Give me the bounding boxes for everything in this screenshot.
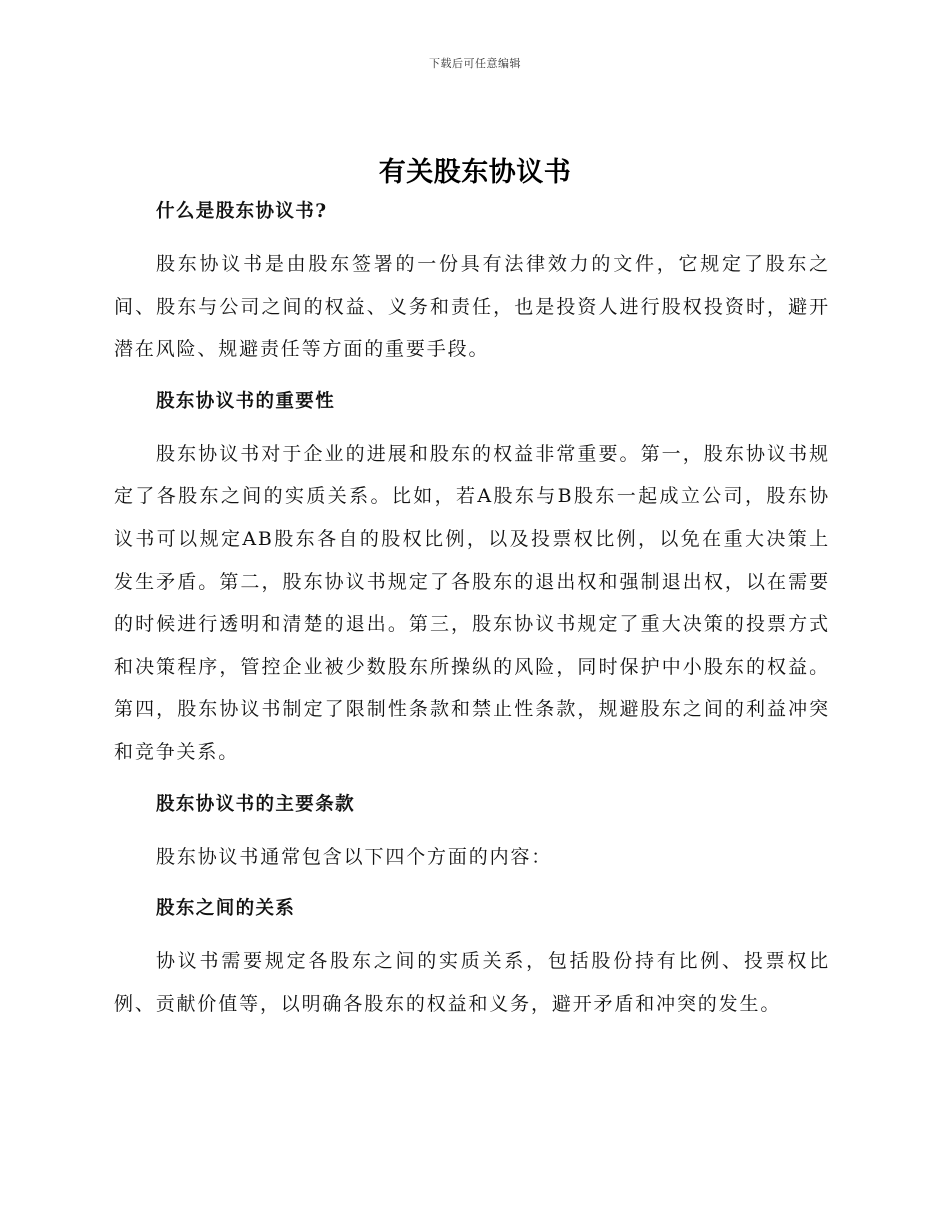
section-paragraph-what-is: 股东协议书是由股东签署的一份具有法律效力的文件，它规定了股东之间、股东与公司之间的权益、义务和责任，也是投资人进行股权投资时，避开潜在风险、规避责任等方面的重要手段。 bbox=[114, 253, 830, 361]
spacer bbox=[114, 421, 830, 433]
spacer bbox=[114, 774, 830, 786]
section-paragraph-importance: 股东协议书对于企业的进展和股东的权益非常重要。第一，股东协议书规定了各股东之间的实质关系。比如，若A股东与B股东一起成立公司，股东协议书可以规定AB股东各自的股权比例，以及投票权比例，以免在重大决策上发生矛盾。第二，股东协议书规定了各股东的退出权和强制退出权，以在需要的时候进行透明和清楚的退出。第三，股东协议书规定了重大决策的投票方式和决策程序，管控企业被少数股东所操纵的风险，同时保护中小股东的权益。第四，股东协议书制定了限制性条款和禁止性条款，规避股东之间的利益冲突和竞争关系。 bbox=[114, 442, 830, 763]
spacer bbox=[114, 928, 830, 940]
header-note: 下载后可任意编辑 bbox=[429, 57, 521, 70]
document-body bbox=[114, 193, 830, 1025]
spacer bbox=[114, 878, 830, 890]
section-heading-importance: 股东协议书的重要性 bbox=[156, 390, 336, 412]
section-heading-relations: 股东之间的关系 bbox=[156, 898, 296, 920]
section-heading-what-is: 什么是股东协议书? bbox=[156, 201, 328, 222]
spacer bbox=[114, 824, 830, 836]
document-title: 有关股东协议书 bbox=[378, 157, 572, 188]
section-heading-main-clauses: 股东协议书的主要条款 bbox=[156, 793, 356, 815]
spacer bbox=[114, 371, 830, 383]
spacer bbox=[114, 231, 830, 243]
section-paragraph-main-clauses: 股东协议书通常包含以下四个方面的内容： bbox=[156, 845, 553, 868]
section-paragraph-relations: 协议书需要规定各股东之间的实质关系，包括股份持有比例、投票权比例、贡献价值等，以明确各股东的权益和义务，避开矛盾和冲突的发生。 bbox=[114, 950, 830, 1015]
